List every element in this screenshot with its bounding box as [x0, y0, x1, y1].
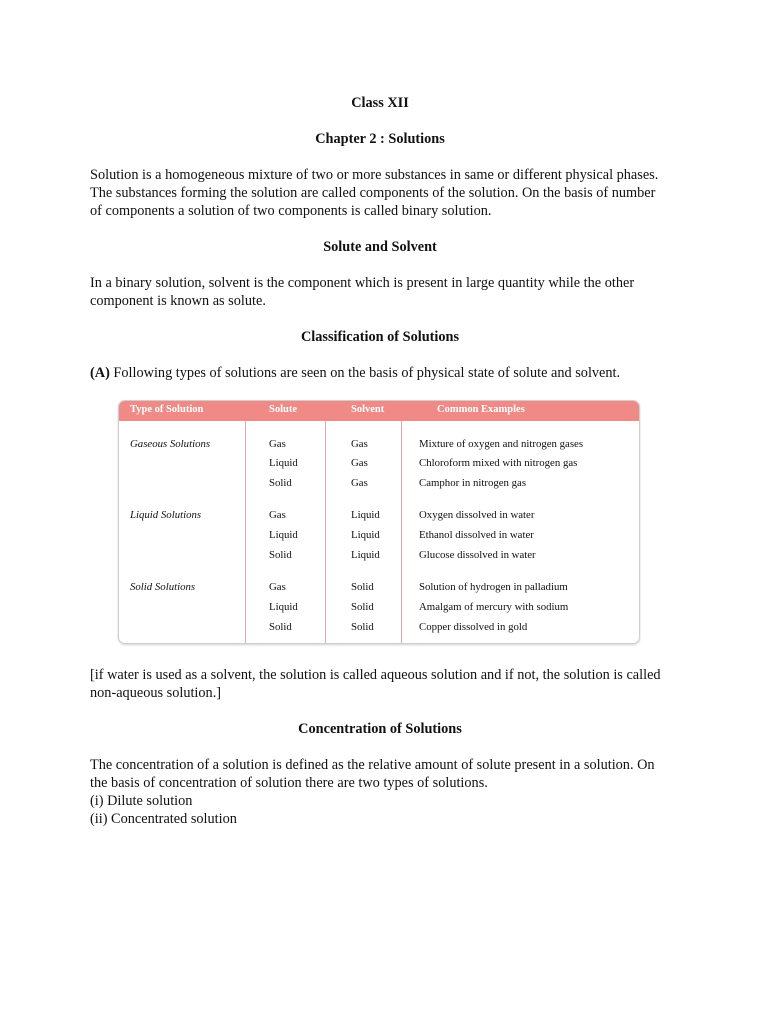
- table-row: Liquid Liquid Ethanol dissolved in water: [269, 529, 534, 541]
- table-row: Solid Liquid Glucose dissolved in water: [269, 549, 536, 561]
- classification-prefix: (A): [90, 365, 110, 381]
- table-row: Liquid Solutions Gas Liquid Oxygen dissolved in water: [130, 509, 535, 521]
- chapter-title: Chapter 2 : Solutions: [315, 131, 445, 147]
- table-row: Gaseous Solutions Gas Gas Mixture of oxygen and nitrogen gases: [130, 438, 584, 450]
- intro-paragraph: Solution is a homogeneous mixture of two or more substances in same or different physical phases. The substances forming the solution are called components of the solution. On the basis of number of components a solution of two components is called binary solution.: [90, 167, 659, 219]
- header-solvent: Solvent: [351, 404, 385, 415]
- header-type: Type of Solution: [130, 404, 204, 415]
- concentration-paragraph: The concentration of a solution is defined as the relative amount of solute present in a solution. On the basis of concentration of solution there are two types of solutions.: [90, 757, 655, 791]
- solute-solvent-heading: Solute and Solvent: [323, 239, 437, 255]
- header-solute: Solute: [269, 404, 298, 415]
- table-row: Solid Solid Copper dissolved in gold: [269, 621, 528, 633]
- document-body: [90, 94, 670, 382]
- table-row: Liquid Solid Amalgam of mercury with sodium: [269, 601, 569, 613]
- classification-text: Following types of solutions are seen on the basis of physical state of solute and solvent.: [109, 365, 621, 381]
- table-row: Solid Gas Camphor in nitrogen gas: [269, 477, 527, 489]
- page-title: Class XII: [351, 95, 409, 111]
- concentration-heading: Concentration of Solutions: [298, 721, 462, 737]
- table-header: [119, 401, 639, 421]
- document-body-continued: [90, 666, 670, 828]
- list-item: (i) Dilute solution: [90, 793, 193, 809]
- solution-types-table: [118, 400, 640, 644]
- classification-paragraph: [90, 364, 670, 382]
- table-row: Solid Solutions Gas Solid Solution of hydrogen in palladium: [130, 581, 568, 593]
- table-row: Liquid Gas Chloroform mixed with nitrogen gas: [269, 457, 578, 469]
- list-item: (ii) Concentrated solution: [90, 811, 237, 827]
- header-examples: Common Examples: [437, 404, 525, 415]
- solute-solvent-paragraph: In a binary solution, solvent is the component which is present in large quantity while the other component is known as solute.: [90, 275, 635, 309]
- aqueous-note: [if water is used as a solvent, the solution is called aqueous solution and if not, the solution is called non-aqueous solution.]: [90, 667, 661, 701]
- classification-heading: Classification of Solutions: [300, 329, 460, 345]
